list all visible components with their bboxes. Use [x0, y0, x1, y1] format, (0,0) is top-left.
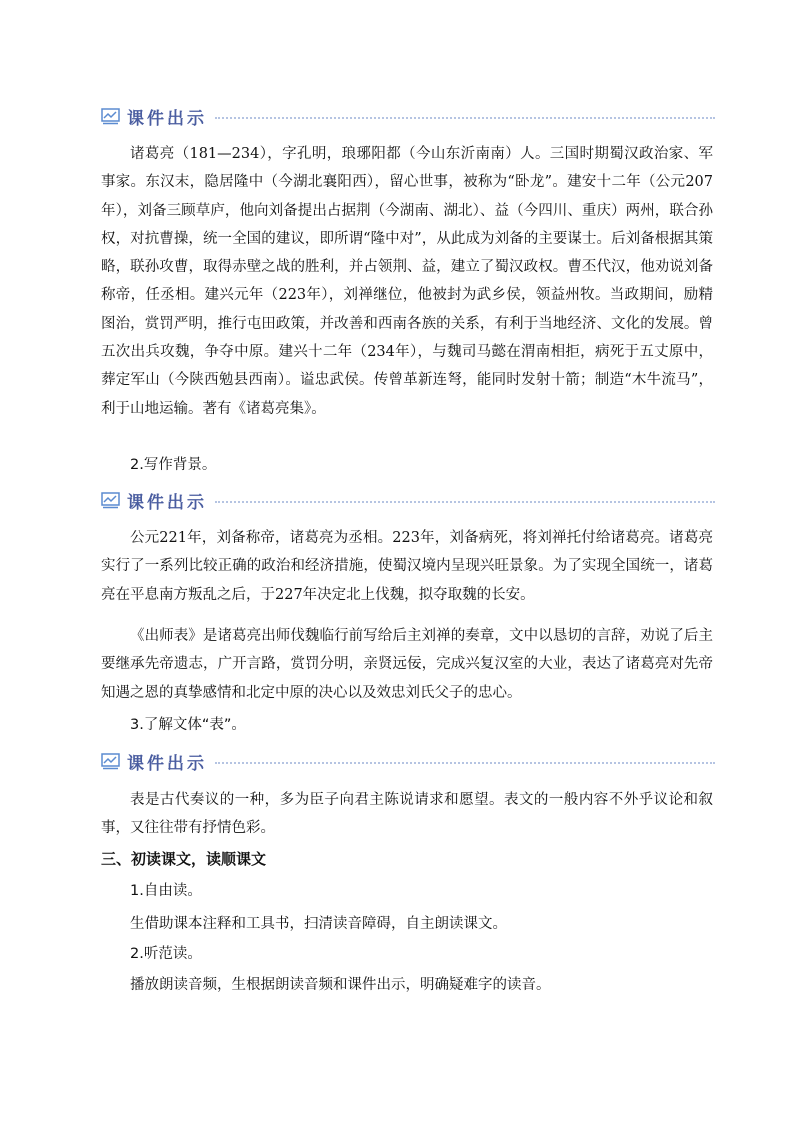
item-model-reading: 2.听范读。 — [130, 946, 202, 962]
paragraph-background: 公元221年，刘备称帝，诸葛亮为丞相。223年，刘备病死，将刘禅托付给诸葛亮。诸葛亮实行了一系列比较正确的政治和经济措施，使蜀汉境内呈现兴旺景象。为了实现全国统一，诸葛亮在平息南方叛乱之后，于227年决定北上伐魏，拟夺取魏的长安。 — [101, 530, 713, 603]
section-title: 课件出示 — [127, 108, 207, 129]
chart-presentation-icon — [101, 108, 120, 125]
item-writing-background: 2.写作背景。 — [130, 457, 217, 473]
section-header-2 — [101, 489, 715, 511]
chart-presentation-icon — [101, 492, 120, 509]
paragraph-chushibiao: 《出师表》是诸葛亮出师伐魏临行前写给后主刘禅的奏章，文中以恳切的言辞，劝说了后主要继承先帝遗志，广开言路，赏罚分明，亲贤远佞，完成兴复汉室的大业，表达了诸葛亮对先帝知遇之恩的真挚感情和北定中原的决心以及效忠刘氏父子的忠心。 — [101, 628, 713, 701]
dotted-divider — [215, 500, 715, 503]
item-model-reading-detail: 播放朗读音频，生根据朗读音频和课件出示，明确疑难字的读音。 — [130, 977, 551, 993]
item-understand-genre: 3.了解文体“表”。 — [130, 717, 246, 733]
dotted-divider — [215, 761, 715, 764]
section-title: 课件出示 — [127, 492, 207, 513]
paragraph-biao-genre: 表是古代奏议的一种，多为臣子向君主陈说请求和愿望。表文的一般内容不外乎议论和叙事，又往往带有抒情色彩。 — [101, 792, 713, 837]
item-free-reading: 1.自由读。 — [130, 883, 202, 899]
part-three-heading: 三、初读课文，读顺课文 — [101, 850, 267, 868]
chart-presentation-icon — [101, 753, 120, 770]
section-title: 课件出示 — [127, 753, 207, 774]
section-header-1 — [101, 105, 715, 127]
dotted-divider — [215, 116, 715, 119]
section-header-3 — [101, 750, 715, 772]
paragraph-zhugeliang-bio: 诸葛亮（181—234），字孔明，琅琊阳都（今山东沂南南）人。三国时期蜀汉政治家、军事家。东汉末，隐居隆中（今湖北襄阳西），留心世事，被称为“卧龙”。建安十二年（公元207年），刘备三顾草庐，他向刘备提出占据荆（今湖南、湖北）、益（今四川、重庆）两州，联合孙权，对抗曹操，统一全国的建议，即所谓“隆中对”，从此成为刘备的主要谋士。后刘备根据其策略，联孙攻曹，取得赤壁之战的胜利，并占领荆、益，建立了蜀汉政权。曹丕代汉，他劝说刘备称帝，任丞相。建兴元年（223年），刘禅继位，他被封为武乡侯，领益州牧。当政期间，励精图治，赏罚严明，推行屯田政策，并改善和西南各族的关系，有利于当地经济、文化的发展。曾五次出兵攻魏，争夺中原。建兴十二年（234年），与魏司马懿在渭南相拒，病死于五丈原中，葬定军山（今陕西勉县西南）。谥忠武侯。传曾革新连弩，能同时发射十箭；制造“木牛流马”，利于山地运输。著有《诸葛亮集》。 — [101, 146, 713, 417]
item-free-reading-detail: 生借助课本注释和工具书，扫清读音障碍，自主朗读课文。 — [130, 916, 507, 932]
